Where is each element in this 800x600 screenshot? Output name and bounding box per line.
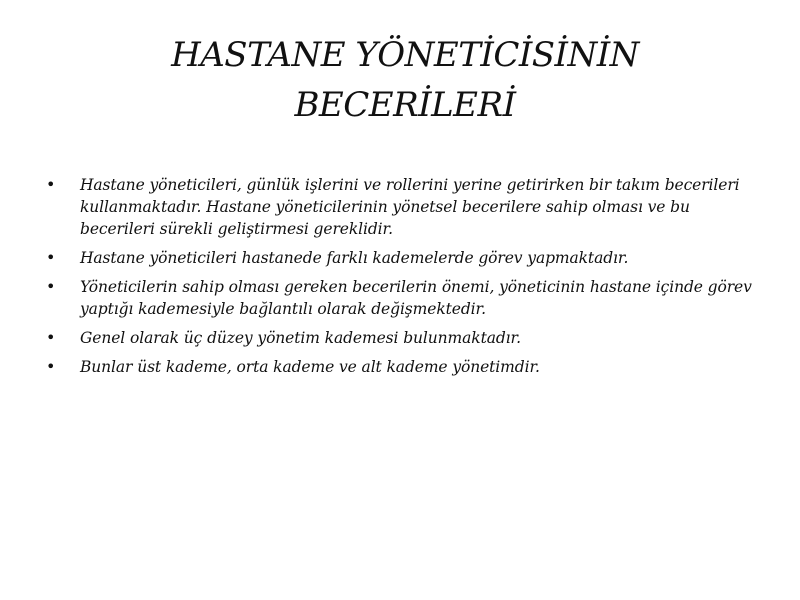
bullet-text: Genel olarak üç düzey yönetim kademesi bulunmaktadır.: [80, 329, 521, 347]
slide-title: [100, 30, 710, 130]
bullet-text: Hastane yöneticileri hastanede farklı kademelerde görev yapmaktadır.: [80, 249, 629, 267]
slide-title-line-1: HASTANE YÖNETİCİSİNİN: [171, 35, 639, 75]
bullet-item: [46, 356, 761, 378]
bullet-item: [46, 276, 761, 320]
bullet-text: Hastane yöneticileri, günlük işlerini ve rollerini yerine getirirken bir takım becerileri kullanmaktadır. Hastane yöneticilerinin yönetsel becerilere sahip olması ve bu becerileri sürekli geliştirmesi gereklidir.: [80, 176, 740, 238]
bullet-text: Yöneticilerin sahip olması gereken becerilerin önemi, yöneticinin hastane içinde görev yaptığı kademesiyle bağlantılı olarak değişmektedir.: [80, 278, 752, 318]
bullet-icon: •: [46, 357, 56, 376]
bullet-icon: •: [46, 277, 56, 296]
bullet-list: [46, 174, 761, 385]
bullet-item: [46, 247, 761, 269]
slide-title-line-2: BECERİLERİ: [294, 85, 516, 125]
bullet-item: [46, 174, 761, 240]
bullet-icon: •: [46, 175, 56, 194]
bullet-icon: •: [46, 328, 56, 347]
bullet-item: [46, 327, 761, 349]
bullet-text: Bunlar üst kademe, orta kademe ve alt kademe yönetimdir.: [80, 358, 540, 376]
bullet-icon: •: [46, 248, 56, 267]
